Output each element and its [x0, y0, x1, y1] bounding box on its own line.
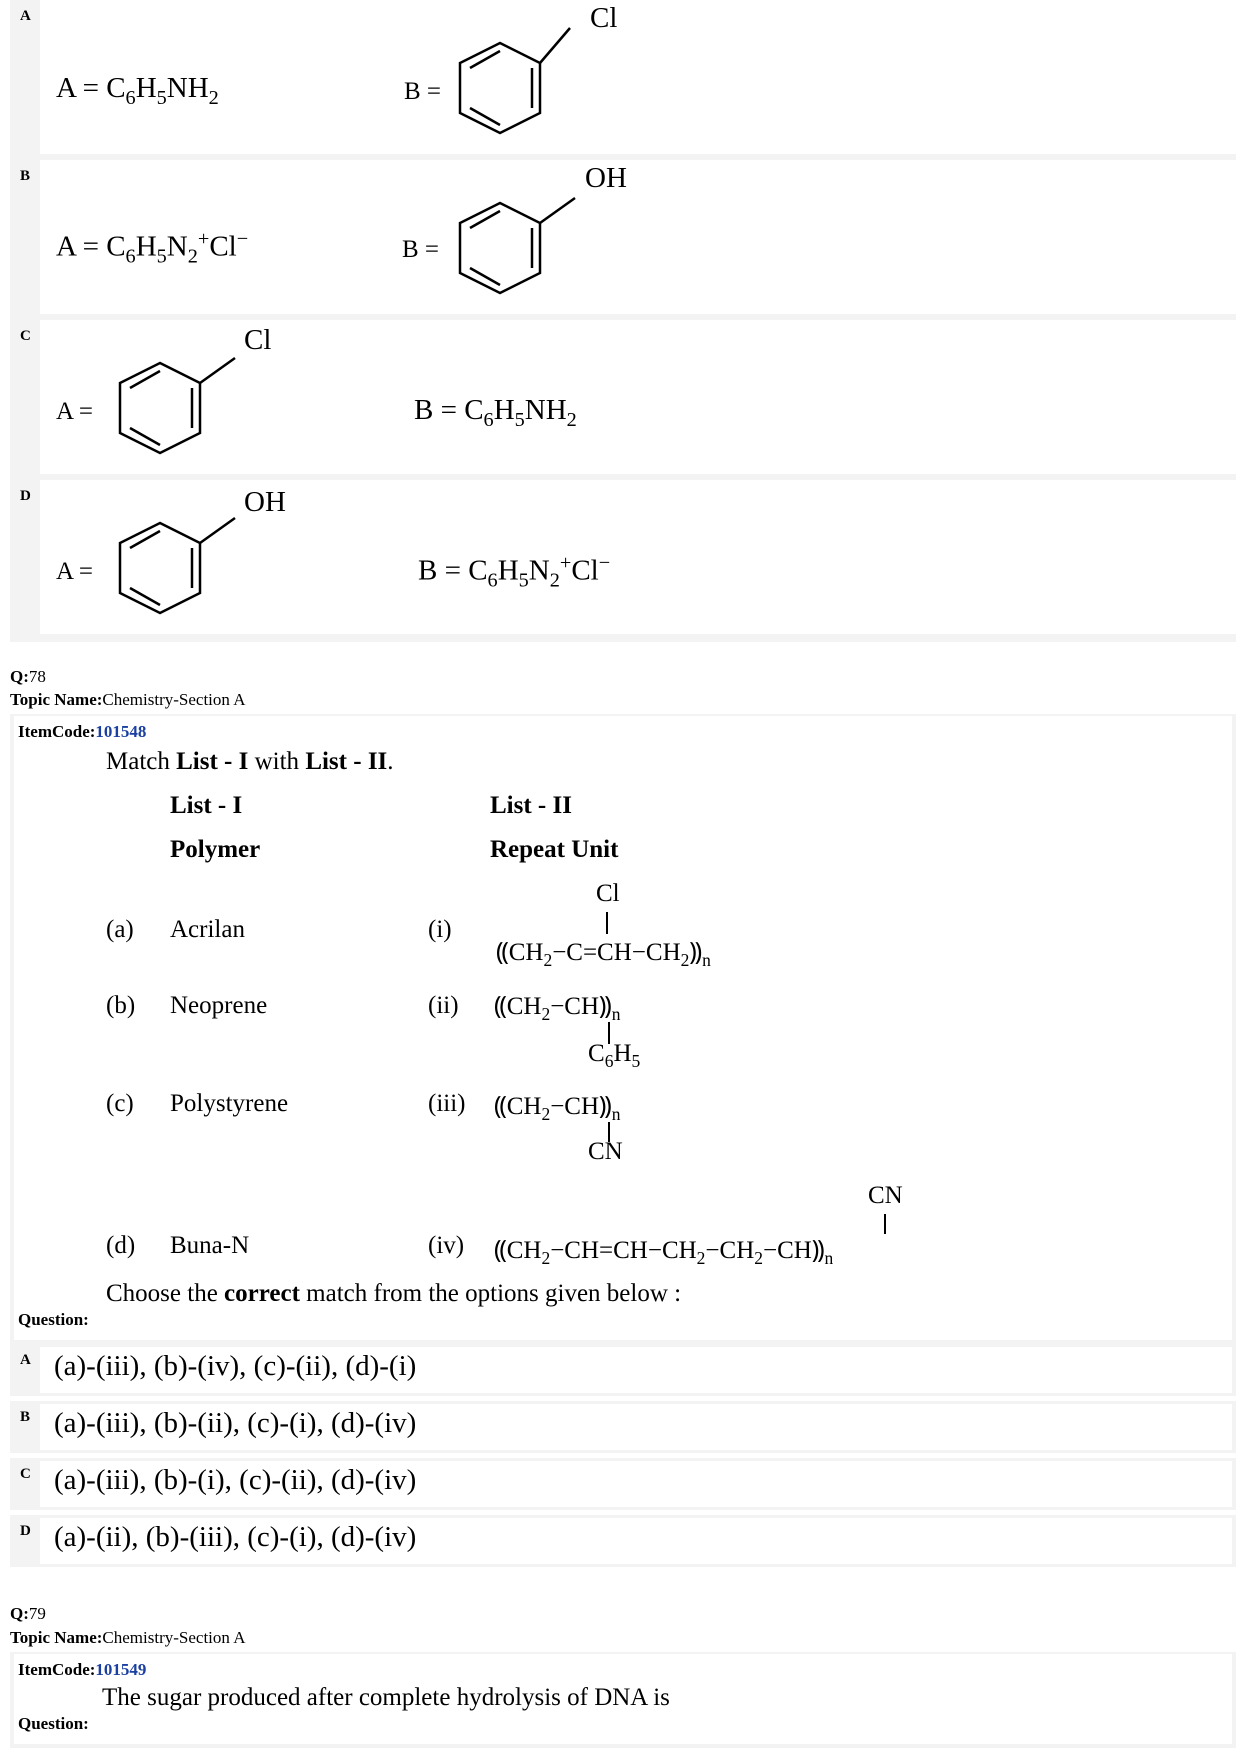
- compound-a-formula: $A = C_6H_5N_2^+Cl^-$: [56, 228, 249, 268]
- substituent-label: Cl: [590, 2, 618, 34]
- compound-b-prefix: B =: [404, 78, 442, 105]
- substituent-label: OH: [244, 486, 286, 518]
- item-code: ItemCode:101549: [18, 1660, 147, 1679]
- chlorobenzene-structure: [450, 8, 610, 148]
- prev-option-b[interactable]: [10, 158, 1236, 318]
- question-label: Question:: [18, 1310, 89, 1329]
- formula-iv: $⸨CH_2-CH=CH-CH_2-CH_2-CH⸩_n$: [494, 1237, 834, 1268]
- option-text: (a)-(iii), (b)-(ii), (c)-(i), (d)-(iv): [54, 1407, 417, 1439]
- match-instruction: Match List - I with List - II.: [106, 748, 394, 775]
- compound-a-prefix: A =: [56, 558, 94, 585]
- option-label: C: [20, 1466, 31, 1482]
- question-number: Q:78: [10, 667, 46, 686]
- prev-option-c[interactable]: [10, 318, 1236, 478]
- option-b[interactable]: [10, 1401, 1236, 1453]
- formula-iv-substituent: CN: [868, 1182, 903, 1209]
- topic-name: Topic Name:Chemistry-Section A: [10, 690, 246, 709]
- prev-option-d[interactable]: [10, 478, 1236, 642]
- option-text: (a)-(iii), (b)-(i), (c)-(ii), (d)-(iv): [54, 1464, 417, 1496]
- polymer-name: Neoprene: [170, 992, 268, 1019]
- bond-line: [884, 1214, 886, 1234]
- option-c[interactable]: [10, 1458, 1236, 1510]
- bond-line: [606, 912, 608, 934]
- choose-instruction: Choose the correct match from the options given below :: [106, 1280, 682, 1307]
- list1-subheading: Polymer: [170, 836, 261, 863]
- option-label: C: [20, 328, 31, 344]
- option-label: A: [20, 8, 31, 24]
- option-label: A: [20, 1352, 31, 1368]
- compound-b-formula: $B = C_6H_5N_2^+Cl^-$: [418, 552, 611, 592]
- compound-b-formula: $B = C_6H_5NH_2$: [414, 394, 577, 431]
- row-roman: (iv): [428, 1232, 465, 1259]
- row-roman: (i): [428, 916, 452, 943]
- prev-option-a[interactable]: [10, 0, 1236, 158]
- option-text: (a)-(ii), (b)-(iii), (c)-(i), (d)-(iv): [54, 1521, 417, 1553]
- row-letter: (c): [106, 1090, 134, 1117]
- compound-a-prefix: A =: [56, 398, 94, 425]
- option-a[interactable]: [10, 1344, 1236, 1396]
- list2-heading: List - II: [490, 792, 572, 819]
- option-label: D: [20, 1523, 31, 1539]
- polymer-name: Polystyrene: [170, 1090, 289, 1117]
- question-label: Question:: [18, 1714, 89, 1733]
- question-number: Q:79: [10, 1604, 46, 1623]
- option-text: (a)-(iii), (b)-(iv), (c)-(ii), (d)-(i): [54, 1350, 417, 1382]
- formula-i: $⸨CH_2-C=CH-CH_2⸩_n$: [496, 939, 711, 970]
- row-letter: (b): [106, 992, 136, 1019]
- substituent-label: Cl: [244, 324, 272, 356]
- question-text: The sugar produced after complete hydrolysis of DNA is: [102, 1684, 670, 1711]
- compound-a-formula: $A = C_6H_5NH_2$: [56, 72, 219, 109]
- item-code: ItemCode:101548: [18, 722, 147, 741]
- formula-iii-substituent: CN: [588, 1138, 623, 1165]
- formula-ii: $⸨CH_2-CH⸩_n$: [494, 993, 621, 1024]
- list2-subheading: Repeat Unit: [490, 836, 619, 863]
- option-label: B: [20, 1409, 31, 1425]
- row-letter: (a): [106, 916, 134, 943]
- polymer-name: Acrilan: [170, 916, 245, 943]
- row-roman: (iii): [428, 1090, 466, 1117]
- row-roman: (ii): [428, 992, 459, 1019]
- formula-iii: $⸨CH_2-CH⸩_n$: [494, 1093, 621, 1124]
- option-d[interactable]: [10, 1515, 1236, 1567]
- topic-name: Topic Name:Chemistry-Section A: [10, 1628, 246, 1647]
- compound-b-prefix: B =: [402, 236, 440, 263]
- list1-heading: List - I: [170, 792, 243, 819]
- formula-i-substituent: Cl: [596, 880, 620, 907]
- formula-ii-substituent: $C_6H_5$: [588, 1040, 641, 1071]
- option-label: D: [20, 488, 31, 504]
- polymer-name: Buna-N: [170, 1232, 250, 1259]
- row-letter: (d): [106, 1232, 136, 1259]
- substituent-label: OH: [585, 162, 627, 194]
- option-label: B: [20, 168, 31, 184]
